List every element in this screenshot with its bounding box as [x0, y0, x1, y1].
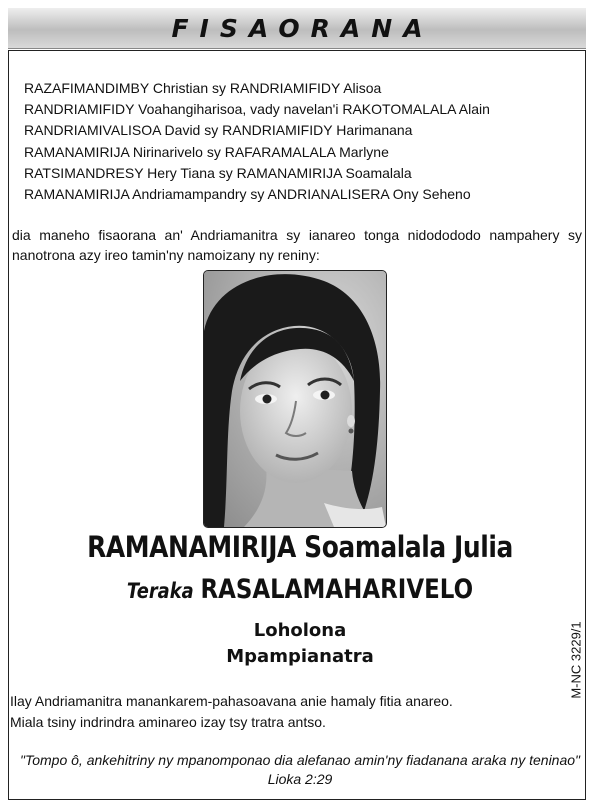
- family-member: RANDRIAMIVALISOA David sy RANDRIAMIFIDY Harimanana: [24, 122, 413, 139]
- bible-verse: [0, 751, 600, 789]
- spouse-label: Teraka: [126, 579, 194, 603]
- deceased-title-1: Loholona: [253, 620, 347, 641]
- deceased-name: RAMANAMIRIJA Soamalala Julia: [87, 530, 513, 564]
- verse-citation: Lioka 2:29: [267, 771, 333, 787]
- family-list: [24, 78, 490, 205]
- header-banner: [8, 8, 586, 49]
- closing-text: [10, 691, 453, 733]
- verse-text: "Tompo ô, ankehitriny ny mpanomponao dia alefanao amin'ny fiadanana araka ny teninao": [19, 752, 581, 768]
- portrait-photo: [203, 270, 387, 528]
- closing-line: Miala tsiny indrindra aminareo izay tsy tratra antso.: [10, 714, 326, 730]
- family-member: RAMANAMIRIJA Nirinarivelo sy RAFARAMALALA Marlyne: [24, 143, 389, 160]
- family-member: RAMANAMIRIJA Andriamampandry sy ANDRIANALISERA Ony Seheno: [24, 186, 471, 203]
- family-member: RAZAFIMANDIMBY Christian sy RANDRIAMIFIDY Alisoa: [24, 80, 382, 96]
- page-title: FISAORANA: [171, 13, 434, 43]
- intro-text: dia maneho fisaorana an' Andriamanitra sy ianareo tonga nidodododo nampahery sy nanotrona azy ireo tamin'ny namoizany ny reniny:: [12, 227, 582, 263]
- spouse-line: [45, 574, 555, 605]
- spouse-name: RASALAMAHARIVELO: [200, 574, 474, 605]
- reference-code: M-NC 3229/1: [568, 621, 584, 699]
- family-member: RANDRIAMIFIDY Voahangiharisoa, vady navelan'i RAKOTOMALALA Alain: [24, 101, 490, 118]
- closing-line: Ilay Andriamanitra manankarem-pahasoavana anie hamaly fitia anareo.: [10, 693, 453, 709]
- family-member: RATSIMANDRESY Hery Tiana sy RAMANAMIRIJA Soamalala: [24, 164, 412, 181]
- deceased-title-2: Mpampianatra: [226, 646, 374, 667]
